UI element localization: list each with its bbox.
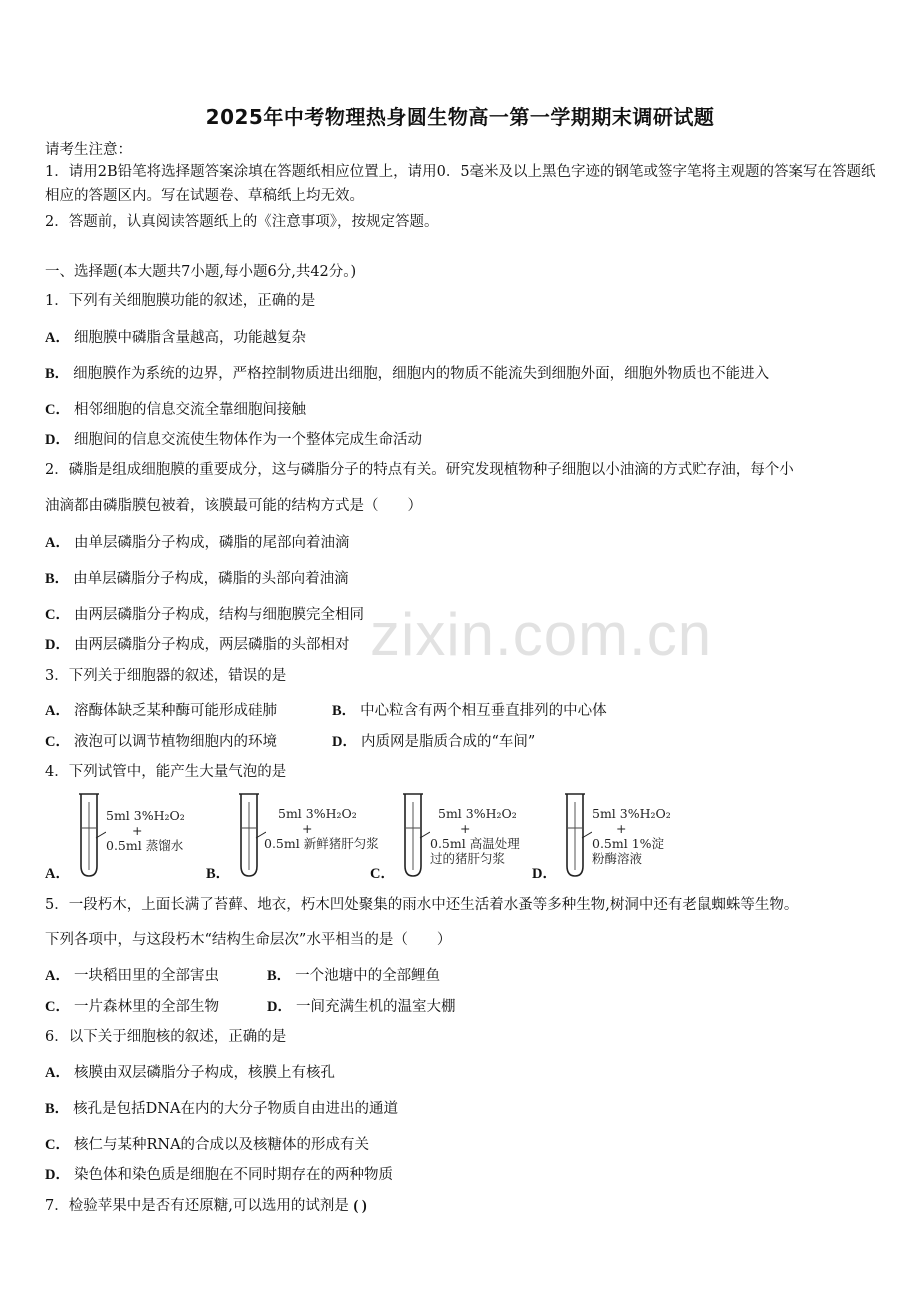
q2-stem-line1: 2．磷脂是组成细胞膜的重要成分，这与磷脂分子的特点有关。研究发现植物种子细胞以小油滴的方式贮存油，每个小	[45, 462, 794, 478]
q5-stem-line1: 5．一段朽木，上面长满了苔藓、地衣，朽木凹处聚集的雨水中还生活着水蚤等多种生物,树洞中还有老鼠蜘蛛等生物。	[45, 897, 799, 913]
q2-stem-line2: 油滴都由磷脂膜包被着，该膜最可能的结构方式是（ ）	[45, 498, 422, 514]
q2-option-a: A． 由单层磷脂分子构成，磷脂的尾部向着油滴	[45, 535, 350, 551]
q2-option-b: B． 由单层磷脂分子构成，磷脂的头部向着油滴	[45, 571, 349, 587]
q6-option-b: B． 核孔是包括DNA在内的大分子物质自由进出的通道	[45, 1101, 398, 1117]
q6-option-a: A． 核膜由双层磷脂分子构成，核膜上有核孔	[45, 1065, 335, 1081]
tube-c-label: 5ml 3%H₂O₂ + 0.5ml 高温处理 过的猪肝匀浆	[430, 806, 520, 866]
watermark: zixin.com.cn	[370, 601, 713, 668]
q6-option-d: D． 染色体和染色质是细胞在不同时期存在的两种物质	[45, 1167, 393, 1183]
q6-option-c: C． 核仁与某种RNA的合成以及核糖体的形成有关	[45, 1137, 370, 1153]
notice-heading: 请考生注意：	[45, 142, 132, 158]
q5-option-d: D． 一间充满生机的温室大棚	[267, 999, 456, 1015]
q1-option-c: C． 相邻细胞的信息交流全靠细胞间接触	[45, 402, 306, 418]
tube-a-letter: A．	[45, 866, 70, 882]
q5-stem-line2: 下列各项中，与这段朽木“结构生命层次”水平相当的是（ ）	[45, 932, 452, 948]
tube-d-letter: D．	[532, 866, 557, 882]
q1-option-a: A． 细胞膜中磷脂含量越高，功能越复杂	[45, 330, 306, 346]
q3-option-a: A． 溶酶体缺乏某种酶可能形成硅肺	[45, 703, 277, 719]
test-tube-b-icon	[236, 790, 266, 880]
q2-option-d: D． 由两层磷脂分子构成，两层磷脂的头部相对	[45, 637, 350, 653]
section-heading: 一、选择题(本大题共7小题,每小题6分,共42分。)	[45, 264, 357, 280]
q2-option-c: C． 由两层磷脂分子构成，结构与细胞膜完全相同	[45, 607, 364, 623]
tube-b-label: 5ml 3%H₂O₂ + 0.5ml 新鲜猪肝匀浆	[264, 806, 379, 851]
tube-c-letter: C．	[370, 866, 395, 882]
tube-d-label: 5ml 3%H₂O₂ + 0.5ml 1%淀 粉酶溶液	[592, 806, 671, 866]
q1-option-d: D． 细胞间的信息交流使生物体作为一个整体完成生命活动	[45, 432, 422, 448]
q1-stem: 1．下列有关细胞膜功能的叙述，正确的是	[45, 293, 316, 309]
q5-option-b: B． 一个池塘中的全部鲤鱼	[267, 968, 441, 984]
q5-option-c: C． 一片森林里的全部生物	[45, 999, 219, 1015]
notice-item-1: 1．请用2B铅笔将选择题答案涂填在答题纸相应位置上，请用0．5毫米及以上黑色字迹的钢笔或签字笔将主观题的答案写在答题纸相应的答题区内。写在试题卷、草稿纸上均无效。	[45, 164, 876, 204]
test-tube-c-icon	[400, 790, 430, 880]
q3-option-b: B． 中心粒含有两个相互垂直排列的中心体	[332, 703, 607, 719]
notice-item-2: 2．答题前，认真阅读答题纸上的《注意事项》，按规定答题。	[45, 214, 439, 230]
q3-stem: 3．下列关于细胞器的叙述，错误的是	[45, 668, 287, 684]
q3-option-c: C． 液泡可以调节植物细胞内的环境	[45, 734, 277, 750]
q3-option-d: D． 内质网是脂质合成的“车间”	[332, 734, 536, 750]
q1-option-b: B． 细胞膜作为系统的边界，严格控制物质进出细胞，细胞内的物质不能流失到细胞外面，细胞外物质也不能进入	[45, 366, 770, 382]
q4-stem: 4．下列试管中，能产生大量气泡的是	[45, 764, 287, 780]
tube-a-label: 5ml 3%H₂O₂ + 0.5ml 蒸馏水	[106, 808, 185, 853]
q7-answer-paren: ( )	[353, 1198, 367, 1214]
page-title: 2025年中考物理热身圆生物高一第一学期期末调研试题	[205, 105, 715, 129]
test-tube-a-icon	[76, 790, 106, 880]
tube-b-letter: B．	[206, 866, 231, 882]
q6-stem: 6．以下关于细胞核的叙述，正确的是	[45, 1029, 287, 1045]
q7-stem: 7．检验苹果中是否有还原糖,可以选用的试剂是 ( )	[45, 1198, 367, 1214]
q5-option-a: A． 一块稻田里的全部害虫	[45, 968, 219, 984]
test-tube-d-icon	[562, 790, 592, 880]
